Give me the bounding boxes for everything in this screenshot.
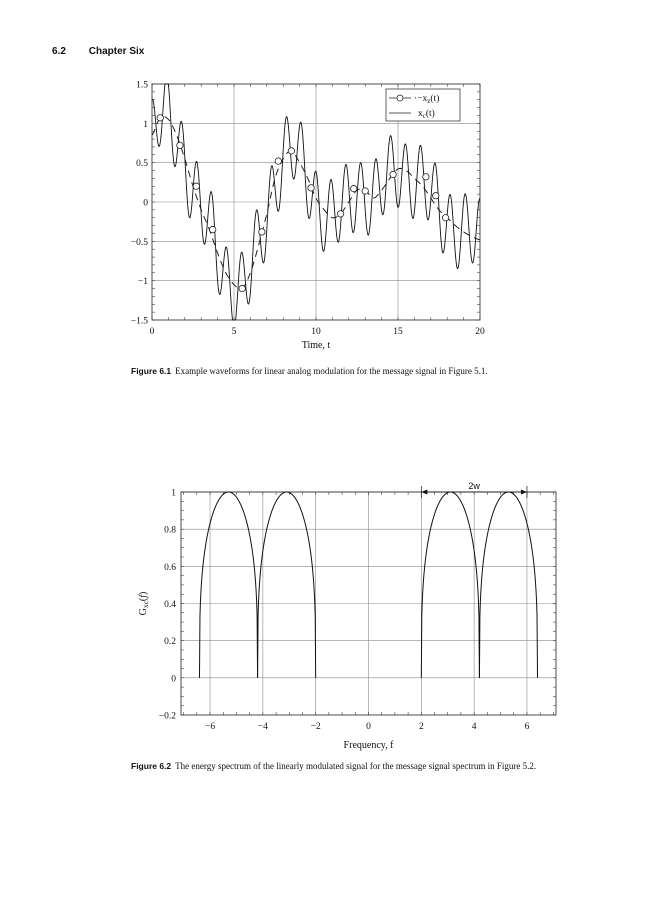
message-marker	[308, 185, 314, 191]
x-axis-label: Frequency, f	[343, 740, 394, 751]
x-tick-label: 10	[311, 327, 321, 337]
x-tick-label: −4	[257, 722, 268, 732]
x-tick-label: 6	[524, 722, 530, 732]
figure-6-1-caption	[131, 366, 491, 377]
bandwidth-label: 2w	[468, 481, 480, 491]
x-tick-label: −2	[310, 722, 321, 732]
figure-6-1-label: Figure 6.1	[131, 366, 172, 376]
legend-message-label: $\cdot-x_z(t)$	[414, 94, 440, 105]
x-tick-label: 0	[149, 327, 155, 337]
message-marker	[239, 285, 245, 291]
message-marker	[442, 215, 448, 221]
chapter-title: Chapter Six	[88, 46, 145, 57]
message-marker	[351, 185, 357, 191]
spectrum-lobe	[199, 492, 257, 678]
y-tick-label: 0.2	[164, 637, 176, 648]
x-tick-label: 5	[231, 327, 237, 337]
y-tick-label: 0.6	[164, 562, 176, 573]
bandwidth-arrow-right	[521, 490, 527, 495]
message-marker	[390, 171, 396, 177]
x-tick-label: 2	[418, 722, 424, 732]
message-marker	[288, 148, 294, 154]
x-tick-label: −6	[204, 722, 216, 732]
y-tick-label: 0	[143, 198, 148, 209]
y-tick-label: −0.2	[158, 711, 176, 722]
message-marker	[275, 158, 281, 164]
y-tick-label: −1	[137, 277, 148, 288]
y-tick-label: 1	[143, 119, 148, 130]
y-axis-label: $G_{xc}(f)$	[138, 591, 150, 616]
x-tick-label: 15	[393, 327, 403, 337]
message-marker	[433, 193, 439, 199]
figure-6-2-caption-text: The energy spectrum of the linearly modulated signal for the message signal spectrum in Figure 5.2.	[175, 761, 537, 771]
message-marker	[209, 226, 215, 232]
message-marker	[423, 174, 429, 180]
spectrum-lobe	[421, 492, 479, 678]
y-tick-label: −0.5	[130, 237, 148, 248]
x-tick-label: 20	[475, 327, 485, 337]
message-marker	[177, 142, 183, 148]
y-tick-label: 0.4	[164, 600, 176, 610]
y-tick-label: 0.8	[164, 525, 176, 536]
spectrum-lobe	[258, 492, 316, 678]
y-tick-label: 0	[171, 674, 176, 685]
y-tick-label: 0.5	[136, 159, 148, 170]
message-marker	[362, 188, 368, 194]
message-marker	[337, 211, 343, 217]
message-marker	[193, 183, 199, 189]
message-marker	[259, 229, 265, 235]
figure-6-2-label: Figure 6.2	[131, 761, 172, 771]
legend-message-marker	[397, 95, 403, 101]
y-tick-label: 1.5	[136, 80, 148, 91]
x-tick-label: 4	[471, 722, 477, 732]
bandwidth-arrow-left	[421, 490, 427, 495]
section-number: 6.2	[52, 46, 66, 57]
x-tick-label: 0	[366, 722, 371, 732]
x-axis-label: Time, t	[301, 340, 331, 351]
message-marker	[157, 115, 163, 121]
legend-modulated-label: $x_c(t)$	[418, 109, 435, 120]
y-tick-label: −1.5	[130, 316, 148, 327]
figure-6-2-caption	[131, 761, 561, 772]
spectrum-lobe	[479, 492, 537, 678]
figure-6-1-caption-text: Example waveforms for linear analog modulation for the message signal in Figure 5.1.	[175, 366, 488, 376]
y-tick-label: 1	[171, 488, 176, 499]
